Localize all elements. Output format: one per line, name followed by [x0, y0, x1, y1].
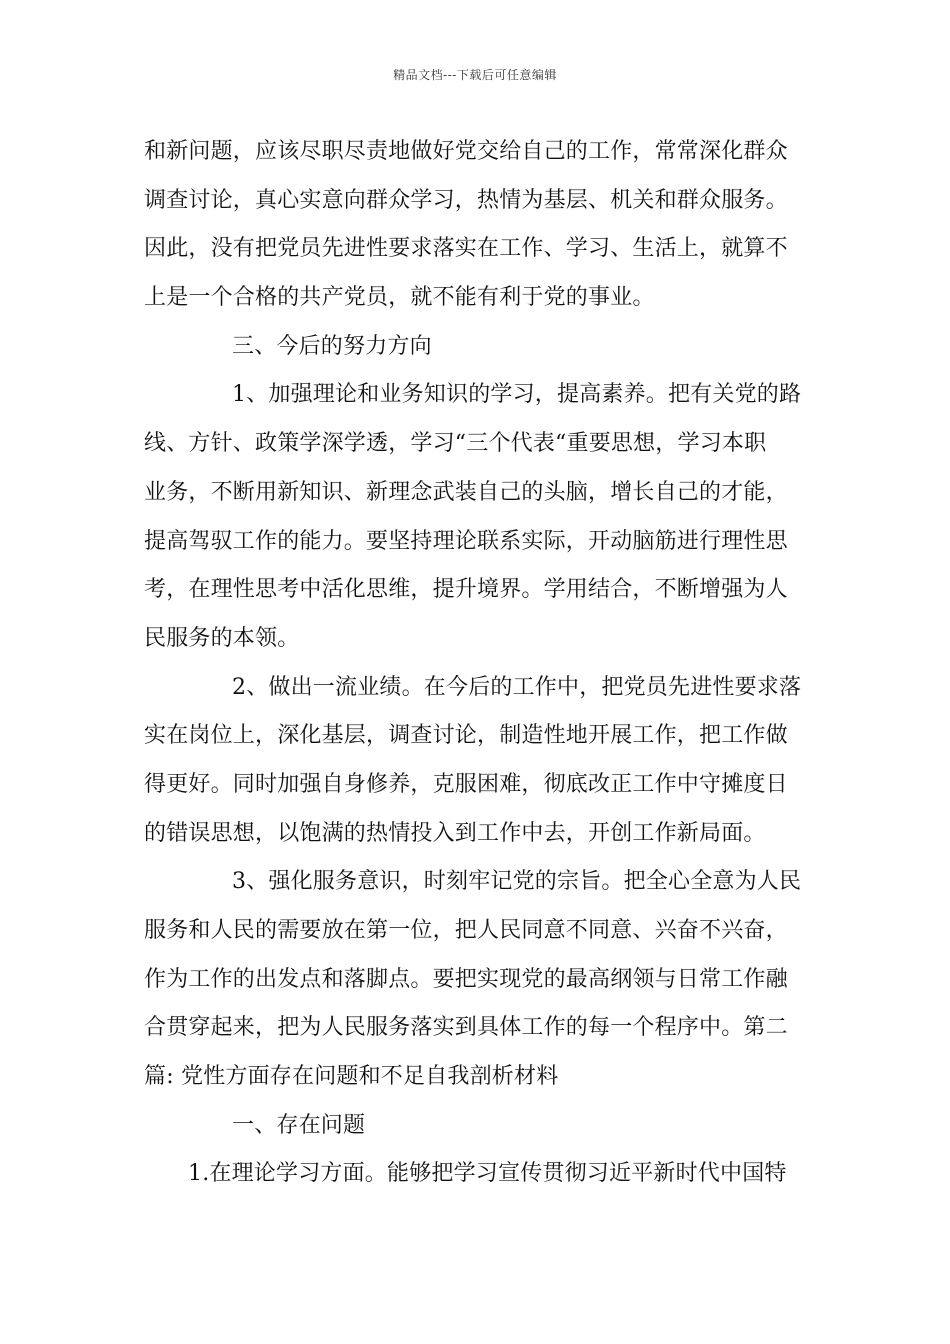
text-line: 1.在理论学习方面。能够把学习宣传贯彻习近平新时代中国特 [188, 1161, 787, 1187]
text-line: 因此，没有把党员先进性要求落实在工作、学习、生活上，就算不 [144, 236, 788, 262]
text-line: 的错误思想，以饱满的热情投入到工作中去，开创工作新局面。 [144, 820, 766, 846]
text-line: 作为工作的出发点和落脚点。要把实现党的最高纲领与日常工作融 [144, 966, 788, 992]
text-line: 业务，不断用新知识、新理念武装自己的头脑，增长自己的才能， [144, 479, 788, 505]
text-line: 提高驾驭工作的能力。要坚持理论联系实际，开动脑筋进行理性思 [144, 528, 788, 554]
page-header: 精品文档---下载后可任意编辑 [393, 68, 557, 82]
text-line: 3、强化服务意识，时刻牢记党的宗旨。把全心全意为人民 [232, 869, 802, 895]
section-heading: 一、存在问题 [232, 1112, 366, 1138]
section-heading: 三、今后的努力方向 [232, 333, 432, 359]
text-line: 民服务的本领。 [144, 625, 300, 651]
document-body [144, 128, 806, 1199]
text-line: 1、加强理论和业务知识的学习，提高素养。把有关党的路 [232, 382, 802, 408]
text-line: 调查讨论，真心实意向群众学习，热情为基层、机关和群众服务。 [144, 187, 788, 213]
text-line: 线、方针、政策学深学透，学习“三个代表“重要思想，学习本职 [144, 431, 767, 457]
text-line: 得更好。同时加强自身修养，克服困难，彻底改正工作中守摊度日 [144, 771, 788, 797]
text-line: 上是一个合格的共产党员，就不能有利于党的事业。 [144, 285, 655, 311]
text-line: 实在岗位上，深化基层，调查讨论，制造性地开展工作，把工作做 [144, 723, 788, 749]
text-line: 篇: 党性方面存在问题和不足自我剖析材料 [144, 1064, 559, 1090]
text-line: 2、做出一流业绩。在今后的工作中，把党员先进性要求落 [232, 674, 802, 700]
text-line: 考，在理性思考中活化思维，提升境界。学用结合，不断增强为人 [144, 577, 788, 603]
text-line: 服务和人民的需要放在第一位，把人民同意不同意、兴奋不兴奋， [144, 918, 788, 943]
text-line: 和新问题，应该尽职尽责地做好党交给自己的工作，常常深化群众 [144, 139, 788, 164]
text-line: 合贯穿起来，把为人民服务落实到具体工作的每一个程序中。第二 [144, 1015, 788, 1041]
